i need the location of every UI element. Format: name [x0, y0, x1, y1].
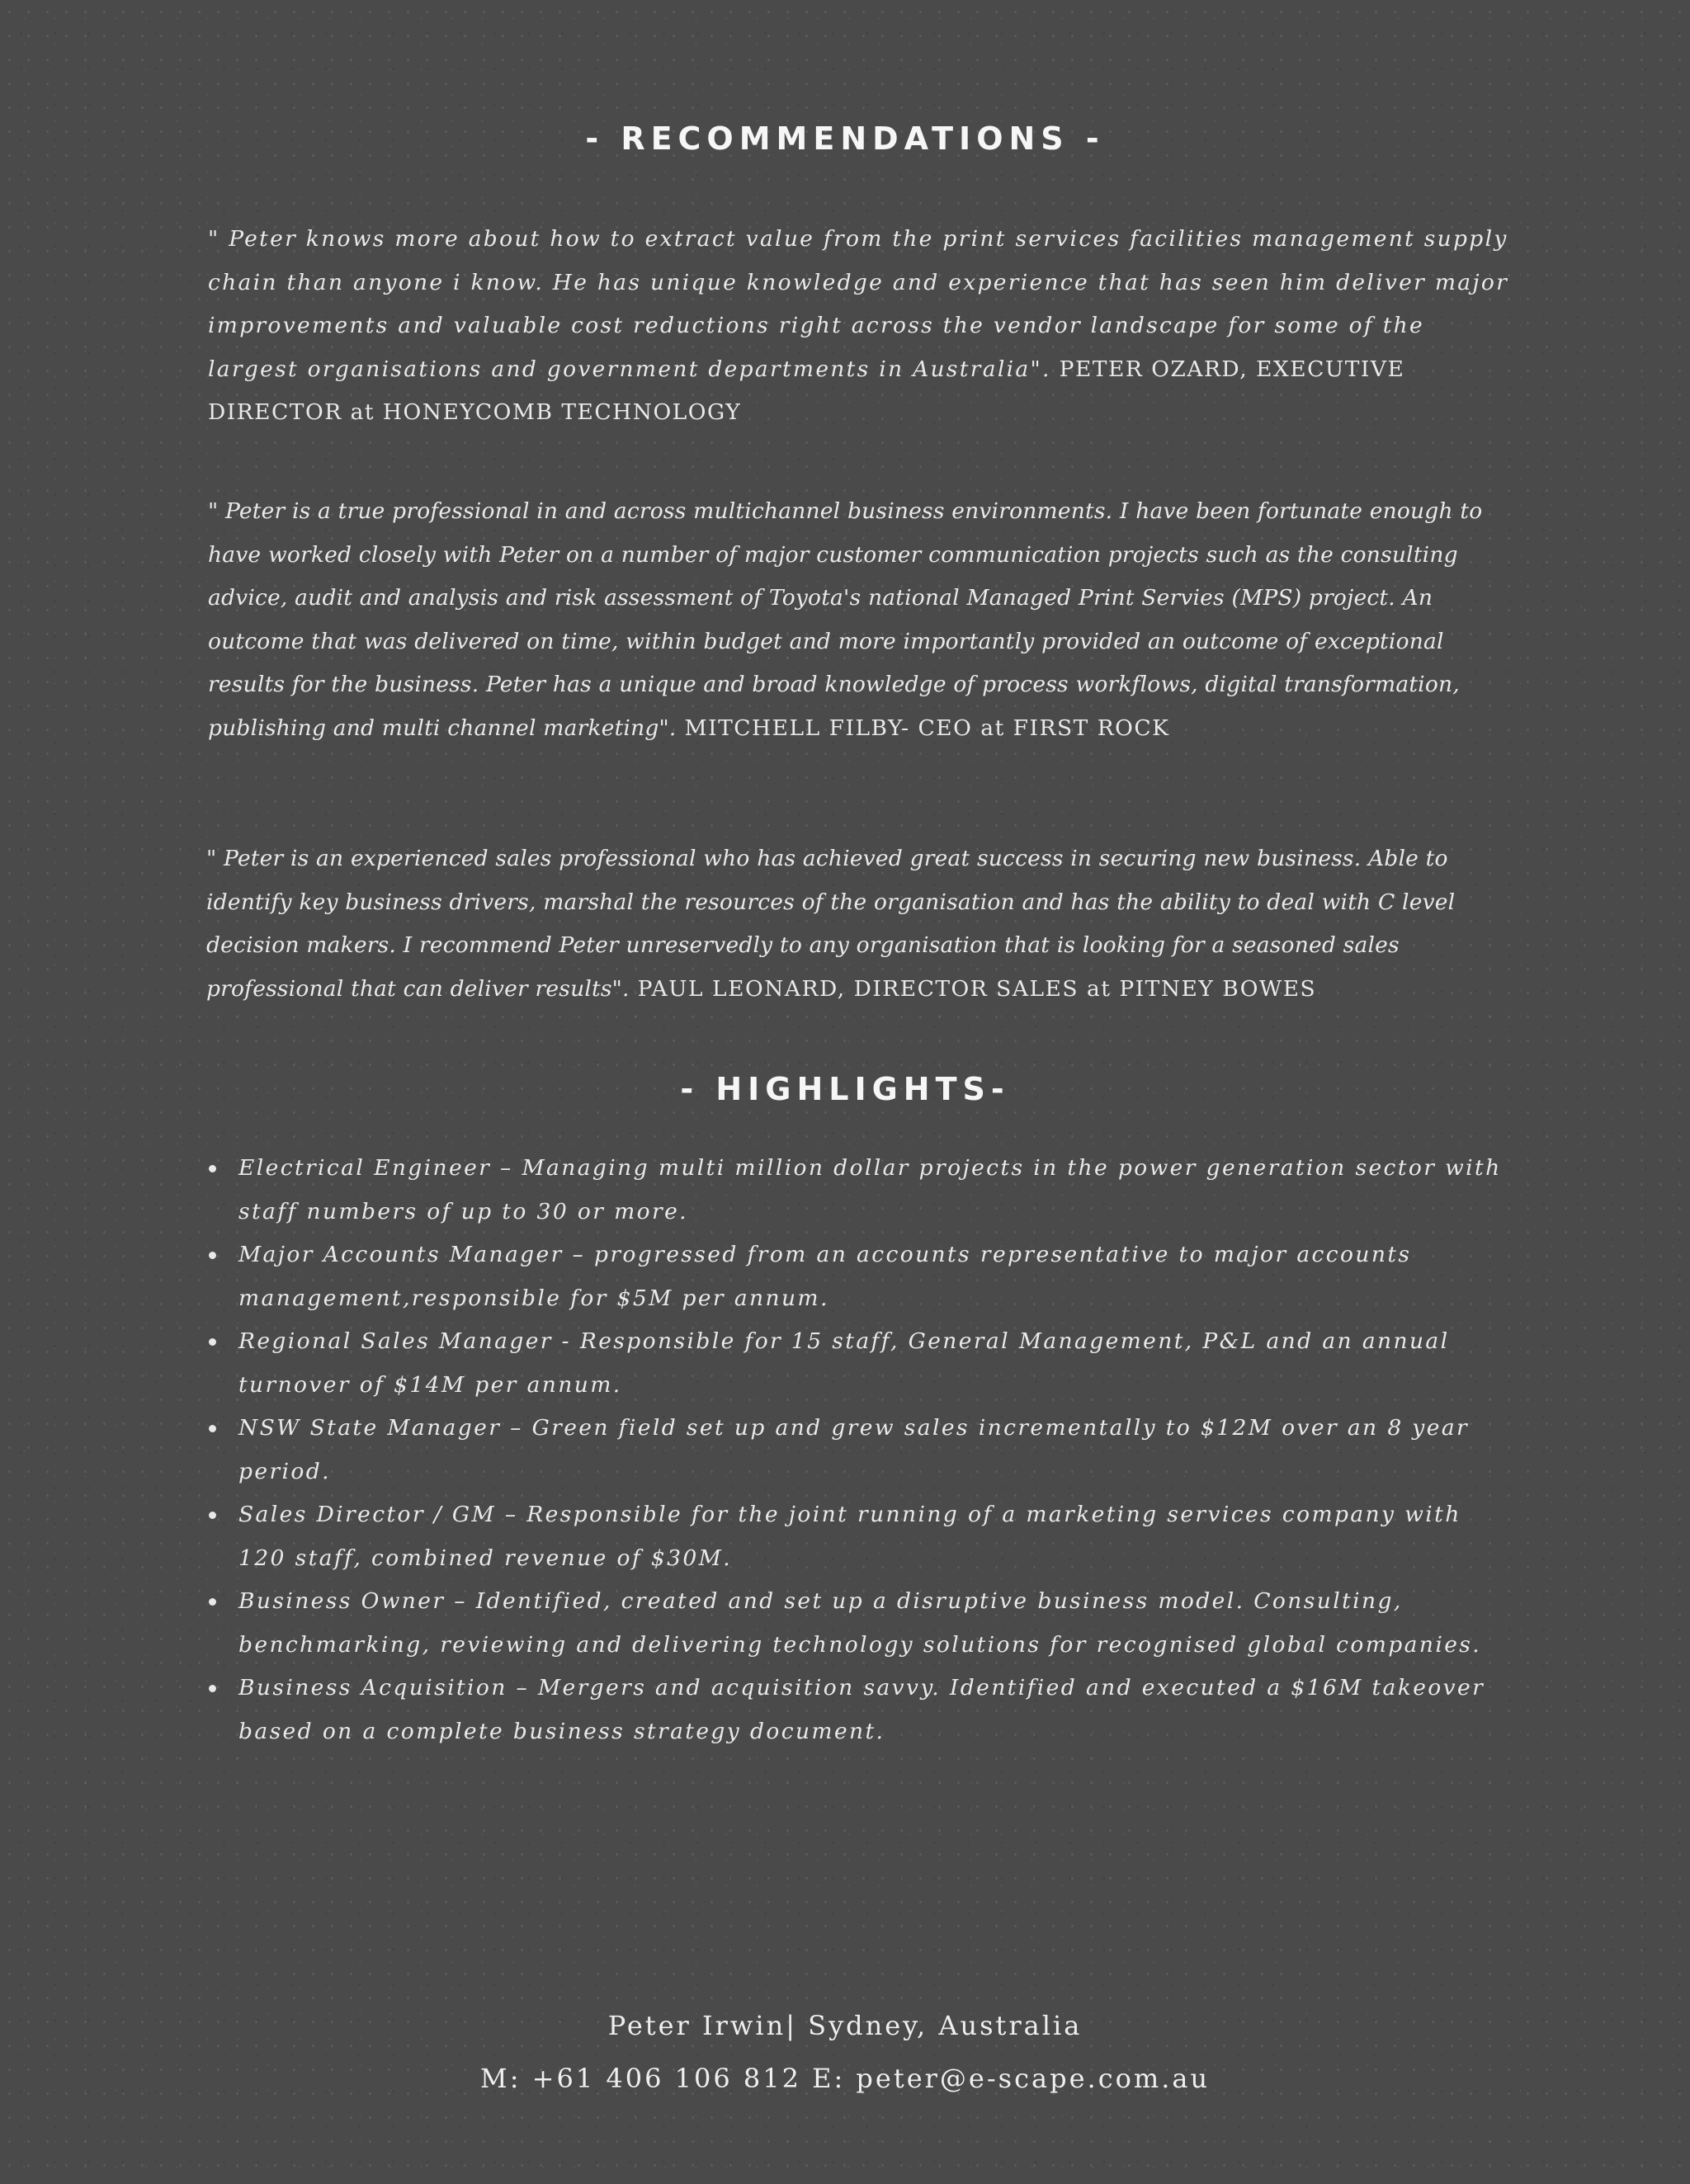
bullet-icon: [209, 1598, 216, 1606]
recommendations-heading: - RECOMMENDATIONS -: [585, 120, 1105, 157]
bullet-icon: [209, 1338, 216, 1346]
highlight-text: Regional Sales Manager - Responsible for 15 staff, General Management, P&L and an annual turnover of $14M per annum.: [238, 1328, 1450, 1398]
bullet-icon: [209, 1165, 216, 1172]
list-item: [206, 1407, 1510, 1493]
highlight-text: Sales Director / GM – Responsible for the joint running of a marketing services company with 120 staff, combined revenue of $30M.: [238, 1502, 1461, 1571]
bullet-icon: [209, 1685, 216, 1692]
highlight-text: Electrical Engineer – Managing multi million dollar projects in the power generation sector with staff numbers of up to 30 or more.: [238, 1155, 1502, 1224]
quote-attribution: PETER OZARD, EXECUTIVE DIRECTOR at HONEYCOMB TECHNOLOGY: [208, 356, 1405, 425]
quote-text: " Peter knows more about how to extract value from the print services facilities management supply chain than anyone i know. He has unique knowledge and experience that has seen him deliver major improvements and valuable cost reductions right across the vendor landscape for some of the largest organisations and government departments in Australia".: [208, 226, 1509, 382]
list-item: [206, 1147, 1510, 1234]
bullet-icon: [209, 1425, 216, 1432]
recommendation-quote: [208, 218, 1512, 435]
highlight-text: NSW State Manager – Green field set up and grew sales incrementally to $12M over an 8 year period.: [238, 1415, 1470, 1484]
list-item: [206, 1234, 1510, 1320]
highlight-text: Major Accounts Manager – progressed from an accounts representative to major accounts management,responsible for $5M per annum.: [238, 1242, 1412, 1311]
list-item: [206, 1320, 1510, 1407]
highlight-text: Business Acquisition – Mergers and acquisition savvy. Identified and executed a $16M takeover based on a complete business strategy document.: [238, 1675, 1485, 1744]
highlights-list: [206, 1147, 1510, 1753]
list-item: [206, 1580, 1510, 1667]
quote-attribution: MITCHELL FILBY- CEO at FIRST ROCK: [676, 715, 1170, 741]
bullet-icon: [209, 1512, 216, 1519]
highlights-heading: - HIGHLIGHTS-: [680, 1071, 1010, 1107]
footer-name-location: Peter Irwin| Sydney, Australia: [607, 2010, 1083, 2041]
quote-text: " Peter is an experienced sales professional who has achieved great success in securing new business. Able to identify key business drivers, marshal the resources of the organisation and has the ability to deal with C level decision makers. I recommend Peter unreservedly to any organisation that is looking for a seasoned sales professional that can deliver results".: [206, 846, 1456, 1002]
list-item: [206, 1667, 1510, 1753]
quote-text: " Peter is a true professional in and across multichannel business environments. I have been fortunate enough to have worked closely with Peter on a number of major customer communication projects such as the consulting advice, audit and analysis and risk assessment of Toyota's national Managed Print Servies (MPS) project. An outcome that was delivered on time, within budget and more importantly provided an outcome of exceptional results for the business. Peter has a unique and broad knowledge of process workflows, digital transformation, publishing and multi channel marketing".: [208, 498, 1483, 741]
recommendation-quote: [206, 837, 1502, 1011]
footer-contact: M: +61 406 106 812 E: peter@e-scape.com.au: [479, 2063, 1211, 2094]
highlight-text: Business Owner – Identified, created and set up a disruptive business model. Consulting, benchmarking, reviewing and delivering technology solutions for recognised global companies.: [238, 1588, 1482, 1658]
recommendation-quote: [208, 490, 1504, 750]
quote-attribution: PAUL LEONARD, DIRECTOR SALES at PITNEY BOWES: [629, 975, 1317, 1002]
bullet-icon: [209, 1252, 216, 1259]
list-item: [206, 1493, 1510, 1580]
